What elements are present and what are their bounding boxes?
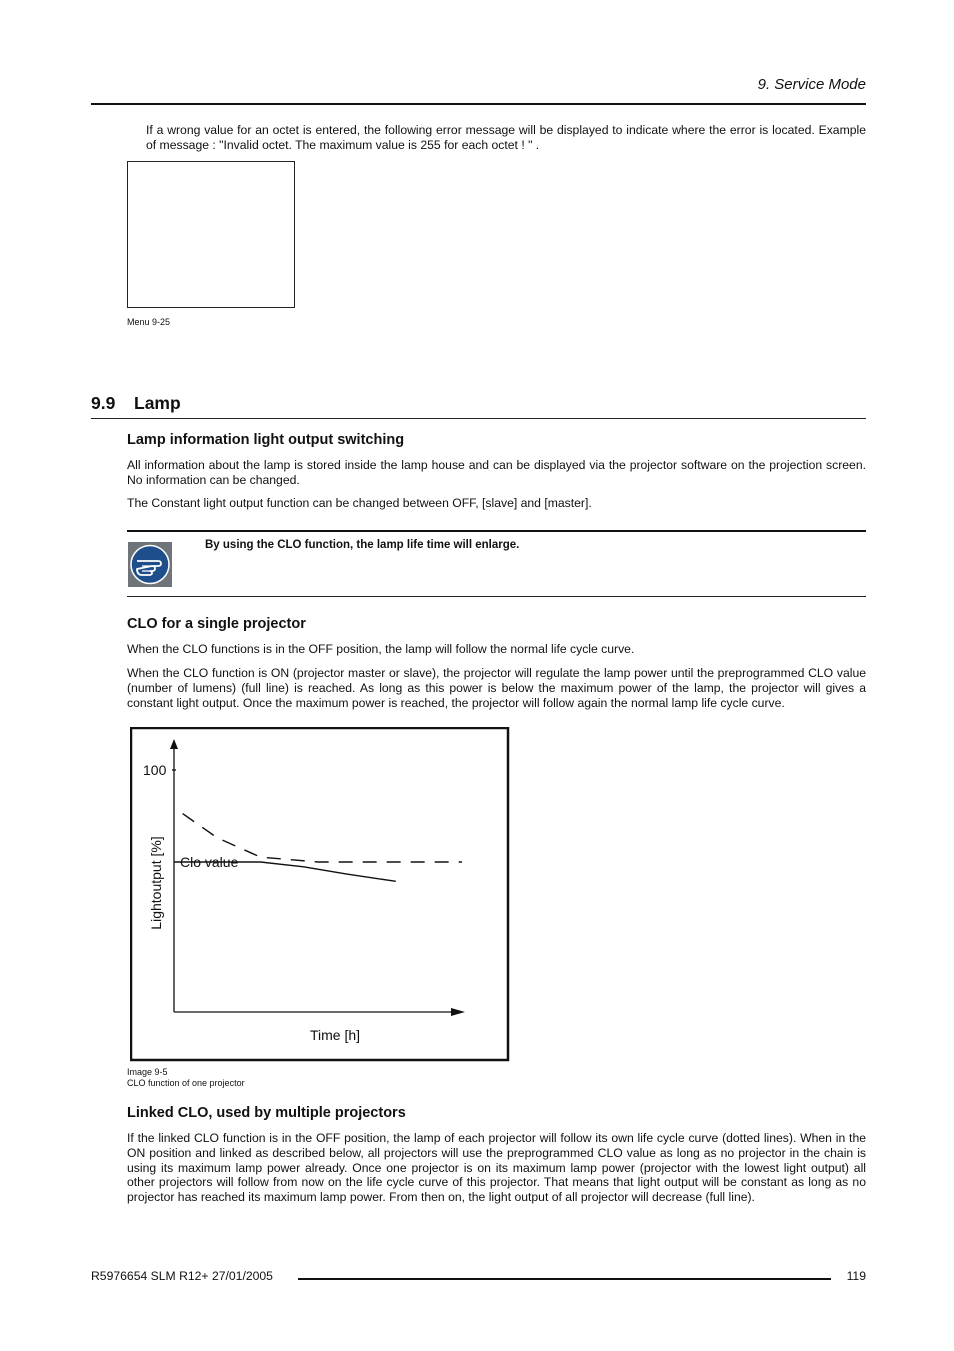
- lamp-info-paragraph-2: The Constant light output function can be changed between OFF, [slave] and [master].: [127, 496, 592, 510]
- section-rule: [91, 418, 866, 419]
- lamp-info-heading: Lamp information light output switching: [127, 432, 405, 448]
- clo-linked-heading: Linked CLO, used by multiple projectors: [127, 1105, 406, 1121]
- clo-linked-paragraph: If the linked CLO function is in the OFF position, the lamp of each projector will follow its own life cycle curve (dotted lines). When in the ON position and linked as described below, all projectors will use the preprogrammed CLO value as long as no projector in the chain is using its maximum lamp power already. Once one projector is on its maximum lamp power (projector with the lowest light output) all other projectors will follow from now on the life cycle curve of this projector. That means that light output will be constant as long as no projector has reached its maximum lamp power. From then on, the light output of all projector will decrease (full line).: [127, 1131, 866, 1205]
- y-tick-label: 100: [143, 762, 167, 778]
- footer-page-number: 119: [846, 1269, 866, 1283]
- section-heading: [91, 393, 181, 414]
- clo-single-heading: CLO for a single projector: [127, 616, 306, 632]
- clo-chart-svg: [130, 727, 510, 1063]
- footer-rule: [298, 1278, 831, 1280]
- menu-screenshot-frame: [127, 161, 295, 308]
- y-axis-label: Lightoutput [%]: [148, 836, 164, 930]
- clo-chart: [130, 727, 510, 1068]
- clo-single-paragraph-2: When the CLO function is ON (projector master or slave), the projector will regulate the lamp power until the preprogrammed CLO value (number of lumens) (full line) is reached. As long as this power is below the maximum power of the lamp, the projector will gives a constant light output. Once the maximum power is reached, the projector will follow again the normal lamp life cycle curve.: [127, 666, 866, 710]
- note-text: By using the CLO function, the lamp life time will enlarge.: [205, 539, 520, 551]
- menu-caption: Menu 9-25: [127, 317, 171, 327]
- image-caption-text: CLO function of one projector: [127, 1078, 245, 1088]
- section-number: 9.9: [91, 393, 116, 413]
- intro-paragraph: If a wrong value for an octet is entered, the following error message will be displayed to indicate where the error is located. Example of message : "Invalid octet. The maximum value is 255 for each octet ! " .: [146, 123, 866, 152]
- image-caption-id: Image 9-5: [127, 1067, 168, 1077]
- header-rule: [91, 103, 866, 105]
- clo-value-annotation: Clo value: [180, 854, 239, 870]
- pointing-hand-icon: [128, 542, 172, 587]
- note-top-rule: [127, 530, 866, 532]
- clo-single-paragraph-1: When the CLO functions is in the OFF position, the lamp will follow the normal life cycle curve.: [127, 642, 635, 656]
- note-bottom-rule: [127, 596, 866, 597]
- footer-document-id: R5976654 SLM R12+ 27/01/2005: [91, 1269, 273, 1283]
- x-axis-label: Time [h]: [309, 1027, 361, 1043]
- header-section-title: 9. Service Mode: [757, 76, 866, 93]
- lamp-info-paragraph-1: All information about the lamp is stored inside the lamp house and can be displayed via the projector software on the projection screen. No information can be changed.: [127, 458, 866, 487]
- section-title: Lamp: [134, 393, 181, 413]
